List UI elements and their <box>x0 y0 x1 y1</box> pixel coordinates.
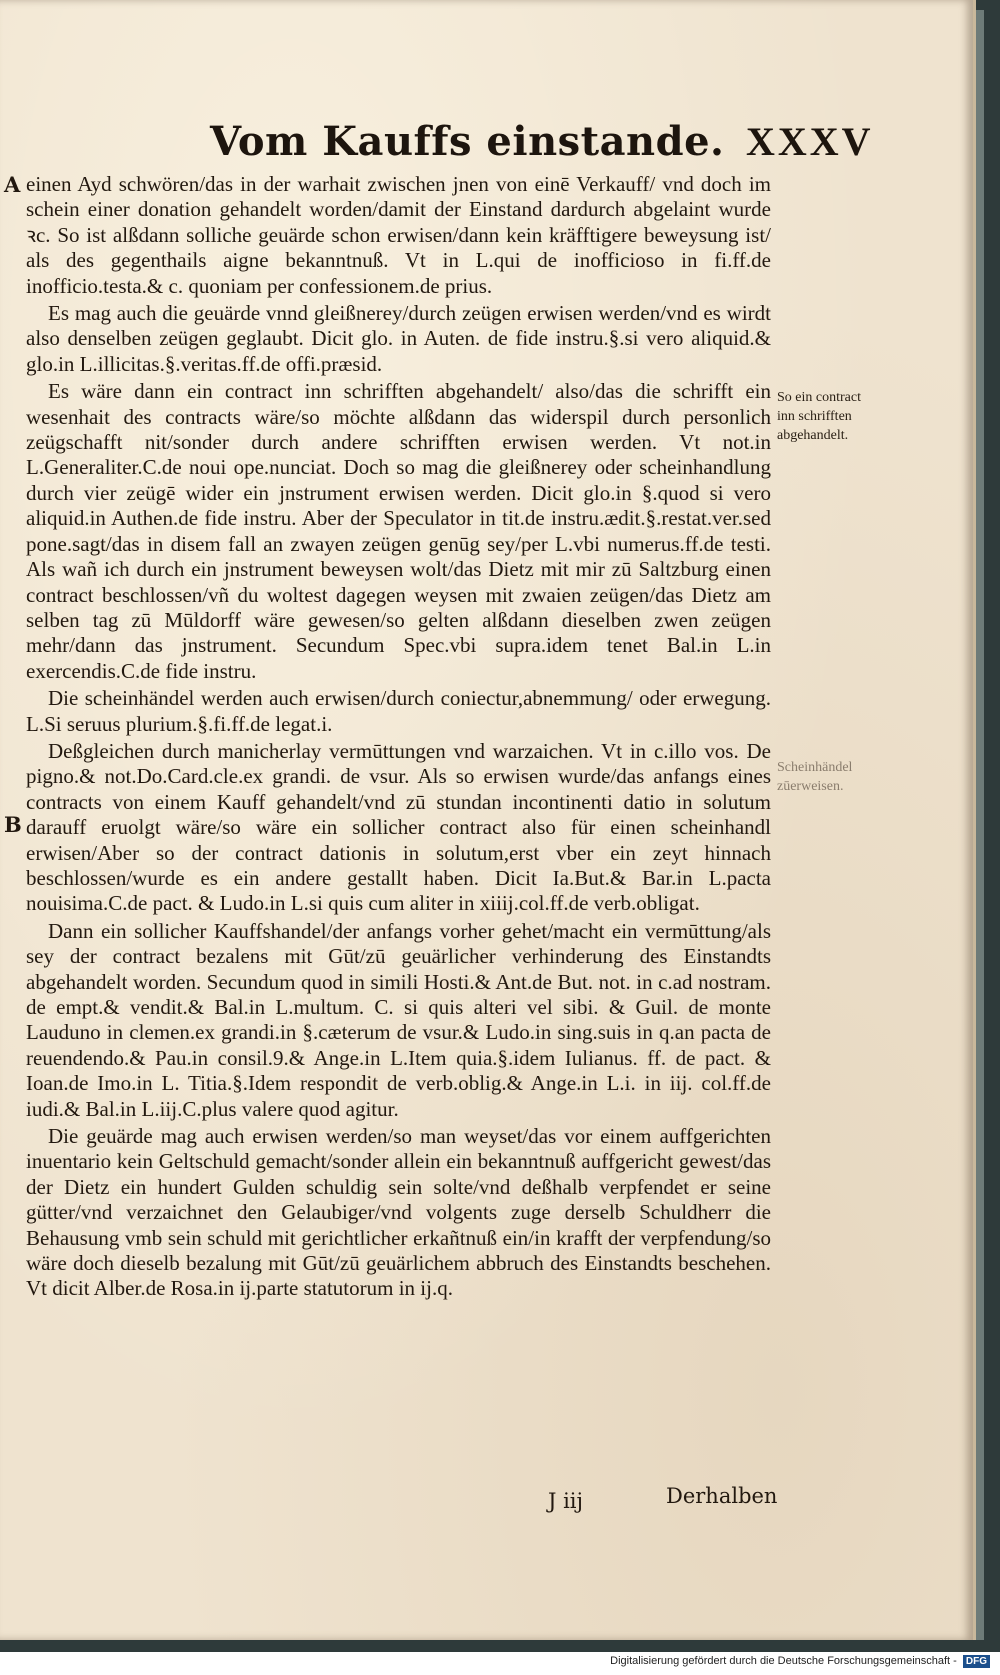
digitization-credit <box>0 1655 990 1668</box>
page-header <box>0 118 973 178</box>
paragraph: einen Ayd schwören/das in der warhait zwischen jnen von einē Verkauff/ vnd doch im schein einer donation gehandelt worden/damit der Einstand dardurch abgelaint wurde ꝛc. So ist alßdann solliche geuärde schon erwisen/dann kein kräfftigere beweysung ist/ als des gegenthails aigne bekanntnuß. Vt in L.qui de inofficioso in fi.ff.de inofficio.testa.& c. quoniam per confessionem.de prius. <box>26 172 771 298</box>
paragraph: Es mag auch die geuärde vnnd gleißnerey/durch zeügen erwisen werden/vnd es wirdt also denselben zeügen geglaubt. Dicit glo. in Auten. de fide instru.§.si vero aliquid.& glo.in L.illicitas.§.veritas.ff.de offi.præsid. <box>26 301 771 376</box>
gathering-mark-b: B <box>4 812 22 837</box>
page-edge <box>976 10 984 1640</box>
margin-note-scheinhaendel: Scheinhändel zūerweisen. <box>777 760 853 794</box>
running-title: Vom Kauffs einstande. <box>210 118 725 165</box>
paragraph: Die geuärde mag auch erwisen werden/so man weyset/das vor einem auffgerichten inuentario kein Geltschuld gemacht/sonder allein ein bekanntnuß auffgericht gewest/das der Dietz ein hundert Gulden schuldig sein solte/vnd deßhalb verpfendet er seine gütter/vnd verzaichnet den Gelaubiger/vnd volgents zuge derselb Schuldherr die Behausung vmb sein schuld mit gerichtlicher erkañtnuß ein/in krafft der verpfendung/so wäre doch dieselb bezalung mit Gūt/zū geuärlichem abbruch des Einstandts beschehen. Vt dicit Alber.de Rosa.in ij.parte statutorum in ij.q. <box>26 1124 771 1301</box>
paragraph: Dann ein sollicher Kauffshandel/der anfangs vorher gehet/macht ein vermūttung/als sey der contract bezalens mit Gūt/zū geuärlicher verhinderung des Einstandts abgehandelt worden. Secundum quod in simili Hosti.& Ant.de But. not. in c.ad nostram. de empt.& vendit.& Bal.in L.multum. C. si quis alteri vel sibi. & Guil. de monte Lauduno in clemen.ex grandi.in §.cæterum de vsur.& Ludo.in sing.suis in q.an pacta de reuendendo.& Pau.in consil.9.& Ange.in L.Item quia.§.idem Iulianus. ff. de pact. & Ioan.de Imo.in L. Titia.§.Idem respondit de verb.oblig.& Ange.in L.i. in iij. col.ff.de iudi.& Bal.in L.iij.C.plus valere quod agitur. <box>26 918 771 1121</box>
paragraph: Es wäre dann ein contract inn schrifften abgehandelt/ also/das die schrifft ein wesenhait des contracts wäre/so möchte alßdann das widerspil durch personlich zeügschafft nit/sonder durch andere schrifften erwisen werden. Vt not.in L.Generaliter.C.de noui ope.nunciat. Doch so mag die gleißnerey oder scheinhandlung durch vier zeügē wider ein jnstrument erwisen werden. Dicit glo.in §.quod si vero aliquid.in Authen.de fide instru. Aber der Speculator in tit.de instru.ædit.§.restat.ver.sed pone.sagt/das in disem fall an zwayen zeügen genūg sey/per L.vbi numerus.ff.de testi. Als wañ ich durch ein jnstrument beweysen wolt/das Dietz mit mir zū Saltzburg einen contract beschlossen/vñ du woltest dagegen weysen mit zwaien zeügen/das Dietz am selben tag zū Mūldorff wäre gewesen/so gelten alßdann dieselben zwen zeügen mehr/dann das jnstrument. Secundum Spec.vbi supra.idem tenet Bal.in L.in exercendis.C.de fide instru. <box>26 379 771 683</box>
catchword: Derhalben <box>666 1484 778 1508</box>
paragraph: Deßgleichen durch manicherlay vermūttungen vnd warzaichen. Vt in c.illo vos. De pigno.& not.Do.Card.cle.ex grandi. de vsur. Als so erwisen wurde/das anfangs eines contracts von einem Kauff gehandelt/vnd zū stundan incontinenti datio in solutum darauff eruolgt wäre/so wäre ein sollicher contract also für einen scheinhandl erwisen/Aber so der contract dationis in solutum,erst vber ein zeyt hinnach beschlossen/wurde es ein andere gestallt haben. Dicit Ia.But.& Bar.in L.pacta nouisima.C.de pact. & Ludo.in L.si quis cum aliter in xiiij.col.ff.de verb.obligat. <box>26 738 771 916</box>
margin-note-contract: So ein contract inn schrifften abgehandelt. <box>777 390 861 443</box>
signature-mark: J iij <box>548 1489 584 1513</box>
credit-text: Digitalisierung gefördert durch die Deutsche Forschungsgemeinschaft - <box>610 1655 957 1667</box>
folio-number: XXXV <box>746 119 874 164</box>
main-text <box>26 172 771 1304</box>
dfg-logo: DFG <box>963 1655 990 1668</box>
gathering-mark-a: A <box>4 172 21 197</box>
paragraph: Die scheinhändel werden auch erwisen/durch coniectur,abnemmung/ oder erwegung. L.Si seruus plurium.§.fi.ff.de legat.i. <box>26 686 771 736</box>
